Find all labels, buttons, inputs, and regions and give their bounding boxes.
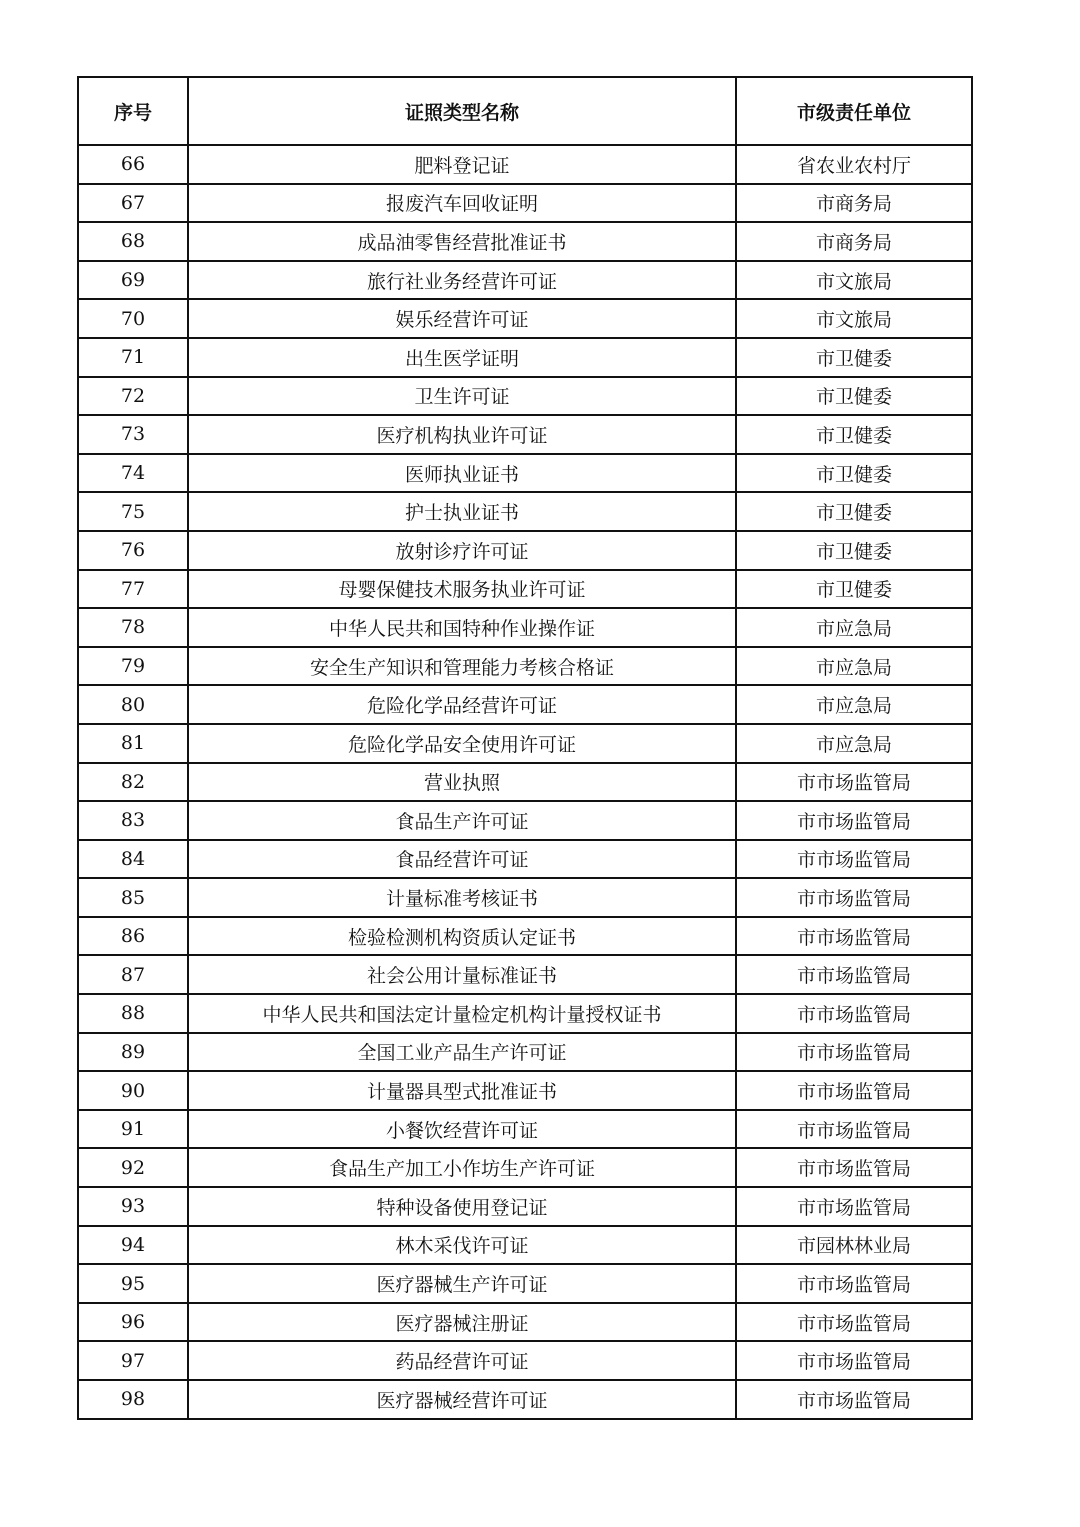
table-row: [78, 261, 972, 300]
serial-number-cell: 98: [78, 1380, 188, 1419]
certificate-name-cell: 危险化学品经营许可证: [188, 685, 736, 724]
responsible-unit-cell: 省农业农村厅: [736, 145, 972, 184]
serial-number-cell: 97: [78, 1341, 188, 1380]
serial-number-cell: 92: [78, 1148, 188, 1187]
serial-number-cell: 84: [78, 840, 188, 879]
responsible-unit-cell: 市市场监管局: [736, 1380, 972, 1419]
table-row: [78, 878, 972, 917]
serial-number-cell: 93: [78, 1187, 188, 1226]
serial-number-cell: 67: [78, 184, 188, 223]
serial-number-cell: 75: [78, 492, 188, 531]
serial-number-cell: 76: [78, 531, 188, 570]
serial-number-cell: 82: [78, 763, 188, 802]
serial-number-cell: 80: [78, 685, 188, 724]
responsible-unit-cell: 市卫健委: [736, 338, 972, 377]
header-certificate-type: 证照类型名称: [188, 77, 736, 145]
table-row: [78, 917, 972, 956]
certificate-name-cell: 计量器具型式批准证书: [188, 1071, 736, 1110]
table-row: [78, 840, 972, 879]
certificate-name-cell: 营业执照: [188, 763, 736, 802]
certificate-name-cell: 成品油零售经营批准证书: [188, 222, 736, 261]
serial-number-cell: 94: [78, 1226, 188, 1265]
responsible-unit-cell: 市市场监管局: [736, 955, 972, 994]
serial-number-cell: 81: [78, 724, 188, 763]
certificate-name-cell: 林木采伐许可证: [188, 1226, 736, 1265]
serial-number-cell: 74: [78, 454, 188, 493]
certificate-name-cell: 全国工业产品生产许可证: [188, 1033, 736, 1072]
serial-number-cell: 71: [78, 338, 188, 377]
certificate-name-cell: 医疗器械注册证: [188, 1303, 736, 1342]
table-row: [78, 1226, 972, 1265]
table-row: [78, 1341, 972, 1380]
responsible-unit-cell: 市市场监管局: [736, 801, 972, 840]
responsible-unit-cell: 市市场监管局: [736, 1071, 972, 1110]
certificate-name-cell: 旅行社业务经营许可证: [188, 261, 736, 300]
responsible-unit-cell: 市卫健委: [736, 531, 972, 570]
responsible-unit-cell: 市应急局: [736, 608, 972, 647]
table-row: [78, 801, 972, 840]
table-row: [78, 492, 972, 531]
table-row: [78, 415, 972, 454]
serial-number-cell: 78: [78, 608, 188, 647]
certificate-table: [77, 76, 973, 1420]
serial-number-cell: 69: [78, 261, 188, 300]
table-row: [78, 184, 972, 223]
table-row: [78, 763, 972, 802]
table-row: [78, 724, 972, 763]
table-row: [78, 299, 972, 338]
serial-number-cell: 85: [78, 878, 188, 917]
responsible-unit-cell: 市应急局: [736, 724, 972, 763]
responsible-unit-cell: 市市场监管局: [736, 878, 972, 917]
table-row: [78, 531, 972, 570]
responsible-unit-cell: 市市场监管局: [736, 1341, 972, 1380]
responsible-unit-cell: 市卫健委: [736, 377, 972, 416]
responsible-unit-cell: 市卫健委: [736, 454, 972, 493]
responsible-unit-cell: 市市场监管局: [736, 1303, 972, 1342]
responsible-unit-cell: 市市场监管局: [736, 763, 972, 802]
serial-number-cell: 88: [78, 994, 188, 1033]
table-row: [78, 1110, 972, 1149]
certificate-name-cell: 医疗器械经营许可证: [188, 1380, 736, 1419]
certificate-name-cell: 放射诊疗许可证: [188, 531, 736, 570]
responsible-unit-cell: 市卫健委: [736, 570, 972, 609]
responsible-unit-cell: 市卫健委: [736, 492, 972, 531]
responsible-unit-cell: 市商务局: [736, 184, 972, 223]
certificate-name-cell: 娱乐经营许可证: [188, 299, 736, 338]
serial-number-cell: 68: [78, 222, 188, 261]
responsible-unit-cell: 市市场监管局: [736, 994, 972, 1033]
certificate-name-cell: 检验检测机构资质认定证书: [188, 917, 736, 956]
certificate-name-cell: 医师执业证书: [188, 454, 736, 493]
serial-number-cell: 83: [78, 801, 188, 840]
table-row: [78, 608, 972, 647]
responsible-unit-cell: 市文旅局: [736, 261, 972, 300]
serial-number-cell: 79: [78, 647, 188, 686]
table-row: [78, 1264, 972, 1303]
table-row: [78, 1187, 972, 1226]
table-row: [78, 570, 972, 609]
certificate-name-cell: 卫生许可证: [188, 377, 736, 416]
serial-number-cell: 77: [78, 570, 188, 609]
certificate-name-cell: 护士执业证书: [188, 492, 736, 531]
table-body: [78, 145, 972, 1419]
serial-number-cell: 91: [78, 1110, 188, 1149]
certificate-name-cell: 特种设备使用登记证: [188, 1187, 736, 1226]
certificate-name-cell: 中华人民共和国法定计量检定机构计量授权证书: [188, 994, 736, 1033]
certificate-name-cell: 计量标准考核证书: [188, 878, 736, 917]
certificate-name-cell: 出生医学证明: [188, 338, 736, 377]
header-serial-number: 序号: [78, 77, 188, 145]
certificate-name-cell: 食品生产加工小作坊生产许可证: [188, 1148, 736, 1187]
responsible-unit-cell: 市市场监管局: [736, 1187, 972, 1226]
responsible-unit-cell: 市市场监管局: [736, 840, 972, 879]
table-row: [78, 955, 972, 994]
responsible-unit-cell: 市应急局: [736, 647, 972, 686]
table-row: [78, 1033, 972, 1072]
serial-number-cell: 90: [78, 1071, 188, 1110]
serial-number-cell: 86: [78, 917, 188, 956]
table-row: [78, 1303, 972, 1342]
serial-number-cell: 70: [78, 299, 188, 338]
table-row: [78, 145, 972, 184]
responsible-unit-cell: 市市场监管局: [736, 917, 972, 956]
certificate-name-cell: 医疗器械生产许可证: [188, 1264, 736, 1303]
responsible-unit-cell: 市商务局: [736, 222, 972, 261]
certificate-name-cell: 药品经营许可证: [188, 1341, 736, 1380]
header-row: [78, 77, 972, 145]
certificate-name-cell: 安全生产知识和管理能力考核合格证: [188, 647, 736, 686]
responsible-unit-cell: 市市场监管局: [736, 1033, 972, 1072]
certificate-name-cell: 医疗机构执业许可证: [188, 415, 736, 454]
table-row: [78, 1071, 972, 1110]
responsible-unit-cell: 市园林林业局: [736, 1226, 972, 1265]
table-row: [78, 1380, 972, 1419]
serial-number-cell: 95: [78, 1264, 188, 1303]
table-row: [78, 994, 972, 1033]
table-row: [78, 454, 972, 493]
table-row: [78, 222, 972, 261]
certificate-name-cell: 食品生产许可证: [188, 801, 736, 840]
serial-number-cell: 66: [78, 145, 188, 184]
responsible-unit-cell: 市市场监管局: [736, 1148, 972, 1187]
table-row: [78, 685, 972, 724]
table-row: [78, 338, 972, 377]
responsible-unit-cell: 市市场监管局: [736, 1110, 972, 1149]
table-row: [78, 1148, 972, 1187]
serial-number-cell: 73: [78, 415, 188, 454]
certificate-name-cell: 母婴保健技术服务执业许可证: [188, 570, 736, 609]
certificate-name-cell: 危险化学品安全使用许可证: [188, 724, 736, 763]
table-row: [78, 377, 972, 416]
serial-number-cell: 89: [78, 1033, 188, 1072]
certificate-name-cell: 小餐饮经营许可证: [188, 1110, 736, 1149]
responsible-unit-cell: 市文旅局: [736, 299, 972, 338]
responsible-unit-cell: 市应急局: [736, 685, 972, 724]
serial-number-cell: 96: [78, 1303, 188, 1342]
responsible-unit-cell: 市卫健委: [736, 415, 972, 454]
certificate-name-cell: 中华人民共和国特种作业操作证: [188, 608, 736, 647]
table-row: [78, 647, 972, 686]
certificate-name-cell: 食品经营许可证: [188, 840, 736, 879]
certificate-name-cell: 报废汽车回收证明: [188, 184, 736, 223]
certificate-name-cell: 社会公用计量标准证书: [188, 955, 736, 994]
serial-number-cell: 87: [78, 955, 188, 994]
responsible-unit-cell: 市市场监管局: [736, 1264, 972, 1303]
certificate-name-cell: 肥料登记证: [188, 145, 736, 184]
serial-number-cell: 72: [78, 377, 188, 416]
header-responsible-unit: 市级责任单位: [736, 77, 972, 145]
